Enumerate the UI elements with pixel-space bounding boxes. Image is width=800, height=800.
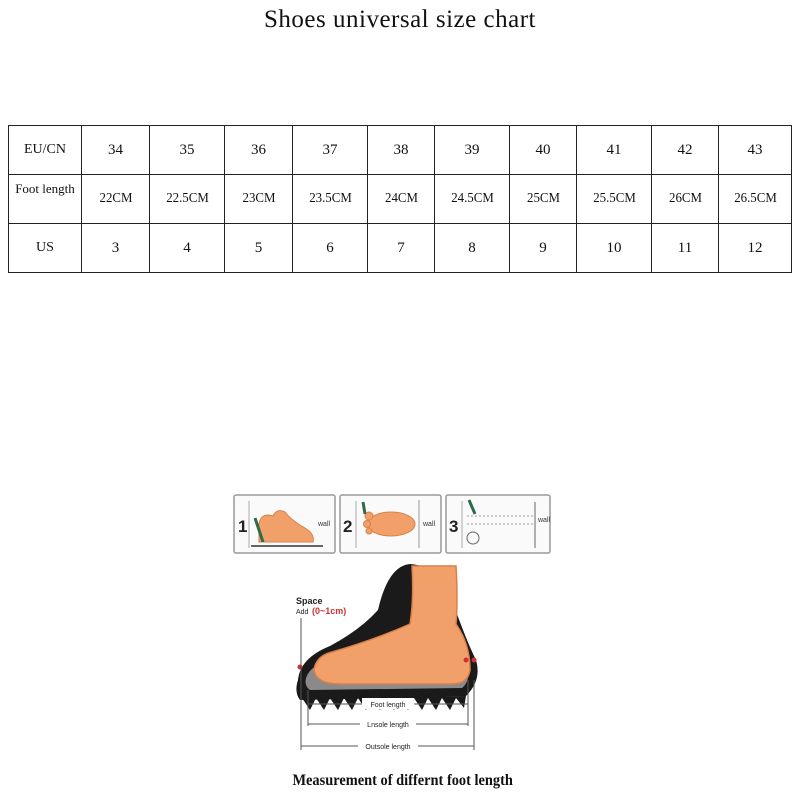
table-cell: 43 bbox=[719, 126, 792, 175]
outsole-length-dimension bbox=[301, 740, 474, 751]
page-title: Shoes universal size chart bbox=[264, 6, 536, 33]
table-row bbox=[9, 175, 792, 224]
table-cell: 35 bbox=[150, 126, 225, 175]
table-cell: 39 bbox=[435, 126, 510, 175]
measurement-steps bbox=[233, 494, 553, 556]
space-label: Space bbox=[296, 596, 323, 606]
row-label: US bbox=[9, 224, 82, 273]
table-cell: 25.5CM bbox=[580, 175, 649, 224]
table-cell: 22.5CM bbox=[153, 175, 222, 224]
table-row bbox=[9, 126, 792, 175]
table-cell: 25CM bbox=[512, 175, 574, 224]
foot-shoe-diagram bbox=[270, 560, 500, 760]
table-cell: 36 bbox=[225, 126, 293, 175]
svg-text:Lnsole length: Lnsole length bbox=[367, 722, 409, 729]
size-table bbox=[8, 125, 792, 273]
table-cell: 26CM bbox=[654, 175, 716, 224]
insole-length-dimension bbox=[308, 718, 468, 729]
table-cell: 4 bbox=[150, 224, 225, 273]
table-cell: 8 bbox=[435, 224, 510, 273]
table-cell: 7 bbox=[368, 224, 435, 273]
table-cell: 10 bbox=[577, 224, 652, 273]
measurement-caption: Measurement of differnt foot length bbox=[292, 772, 513, 789]
table-cell: 5 bbox=[225, 224, 293, 273]
table-cell: 24.5CM bbox=[438, 175, 507, 224]
toe-marker bbox=[298, 665, 303, 670]
space-range-label: (0~1cm) bbox=[312, 606, 347, 616]
table-cell: 9 bbox=[510, 224, 577, 273]
table-cell: 37 bbox=[293, 126, 368, 175]
heel-marker-2 bbox=[472, 658, 477, 663]
step-2-wall-label: wall bbox=[423, 521, 436, 528]
table-cell: 24CM bbox=[370, 175, 432, 224]
step-1-number: 1 bbox=[238, 517, 248, 536]
step-2-panel bbox=[340, 495, 441, 553]
table-cell: 3 bbox=[82, 224, 150, 273]
table-cell: 6 bbox=[293, 224, 368, 273]
table-cell: 23CM bbox=[227, 175, 290, 224]
table-cell: 40 bbox=[510, 126, 577, 175]
step-1-panel bbox=[234, 495, 335, 553]
table-cell: 23.5CM bbox=[296, 175, 365, 224]
step-3-number: 3 bbox=[449, 517, 459, 536]
table-cell: 42 bbox=[652, 126, 719, 175]
step-3-panel bbox=[446, 495, 551, 553]
table-cell: 38 bbox=[368, 126, 435, 175]
space-add-label: Add bbox=[296, 609, 309, 616]
table-cell: 34 bbox=[82, 126, 150, 175]
table-cell: 22CM bbox=[84, 175, 147, 224]
row-label: Foot length bbox=[9, 175, 82, 224]
table-cell: 41 bbox=[577, 126, 652, 175]
svg-text:Foot length: Foot length bbox=[370, 702, 406, 709]
row-label: EU/CN bbox=[9, 126, 82, 175]
table-row bbox=[9, 224, 792, 273]
table-cell: 26.5CM bbox=[721, 175, 788, 224]
svg-text:Outsole length: Outsole length bbox=[365, 744, 411, 751]
step-2-number: 2 bbox=[343, 517, 353, 536]
table-cell: 12 bbox=[719, 224, 792, 273]
step-3-wall-label: wall bbox=[538, 517, 551, 524]
step-1-wall-label: wall bbox=[318, 521, 331, 528]
heel-marker bbox=[464, 658, 469, 663]
table-cell: 11 bbox=[652, 224, 719, 273]
